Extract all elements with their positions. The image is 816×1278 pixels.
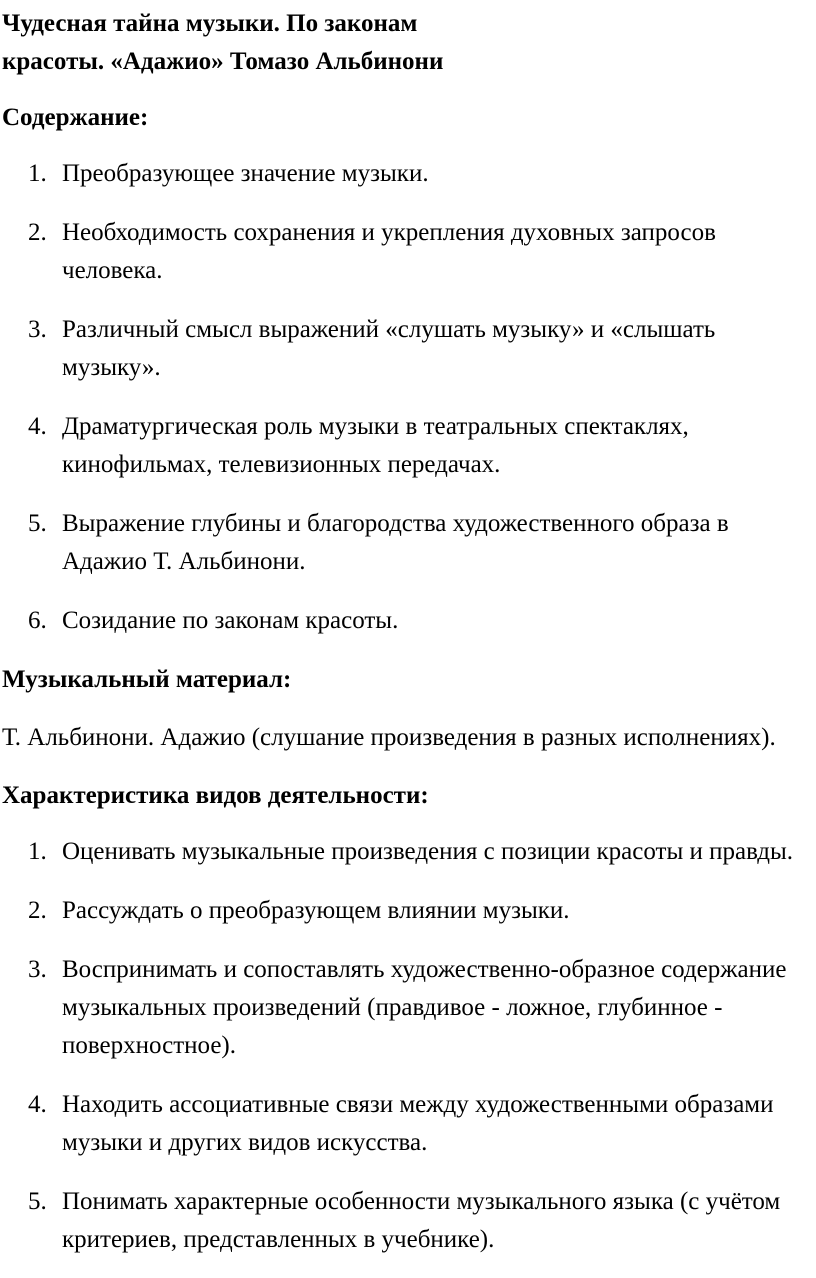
list-item-number: 3.: [28, 956, 47, 983]
content-heading: Содержание:: [2, 104, 149, 131]
material-heading: Музыкальный материал:: [2, 666, 292, 693]
list-item-text: Выражение глубины и благородства художественного образа в Адажио Т. Альбинони.: [62, 510, 729, 575]
list-item-number: 3.: [28, 316, 47, 343]
activities-heading: Характеристика видов деятельности:: [2, 782, 429, 809]
list-item-number: 5.: [28, 1188, 47, 1215]
activities-list-item: [2, 951, 814, 1065]
activities-list: [2, 833, 814, 1259]
list-item-text: Оценивать музыкальные произведения с позиции красоты и правды.: [62, 838, 794, 865]
activities-list-item: [2, 892, 814, 930]
list-item-text: Воспринимать и сопоставлять художественно-образное содержание музыкальных произведений (правдивое - ложное, глубинное - поверхностное).: [62, 956, 787, 1059]
document-title: Чудесная тайна музыки. По законам красоты. «Адажио» Томазо Альбинони: [2, 10, 444, 75]
list-item-number: 6.: [28, 607, 47, 634]
activities-list-item: [2, 1183, 814, 1259]
content-list-item: [2, 155, 814, 193]
content-list-item: [2, 602, 814, 640]
list-item-text: Различный смысл выражений «слушать музыку» и «слышать музыку».: [62, 316, 716, 381]
document-page: [2, 0, 814, 1259]
list-item-number: 2.: [28, 897, 47, 924]
list-item-number: 4.: [28, 1091, 47, 1118]
list-item-text: Созидание по законам красоты.: [62, 607, 399, 634]
content-list-item: [2, 408, 814, 484]
list-item-number: 1.: [28, 838, 47, 865]
list-item-text: Понимать характерные особенности музыкального языка (с учётом критериев, представленных в учебнике).: [62, 1188, 781, 1253]
content-list: [2, 155, 814, 640]
list-item-text: Преобразующее значение музыки.: [62, 160, 429, 187]
content-list-item: [2, 505, 814, 581]
list-item-text: Находить ассоциативные связи между художественными образами музыки и других видов искусства.: [62, 1091, 774, 1156]
list-item-text: Рассуждать о преобразующем влиянии музыки.: [62, 897, 570, 924]
activities-list-item: [2, 833, 814, 871]
list-item-number: 1.: [28, 160, 47, 187]
content-list-item: [2, 214, 814, 290]
list-item-number: 5.: [28, 510, 47, 537]
activities-list-item: [2, 1086, 814, 1162]
list-item-number: 4.: [28, 413, 47, 440]
list-item-text: Драматургическая роль музыки в театральных спектаклях, кинофильмах, телевизионных передачах.: [62, 413, 689, 478]
content-list-item: [2, 311, 814, 387]
material-text: Т. Альбинони. Адажио (слушание произведения в разных исполнениях).: [2, 724, 776, 751]
list-item-text: Необходимость сохранения и укрепления духовных запросов человека.: [62, 219, 716, 284]
list-item-number: 2.: [28, 219, 47, 246]
